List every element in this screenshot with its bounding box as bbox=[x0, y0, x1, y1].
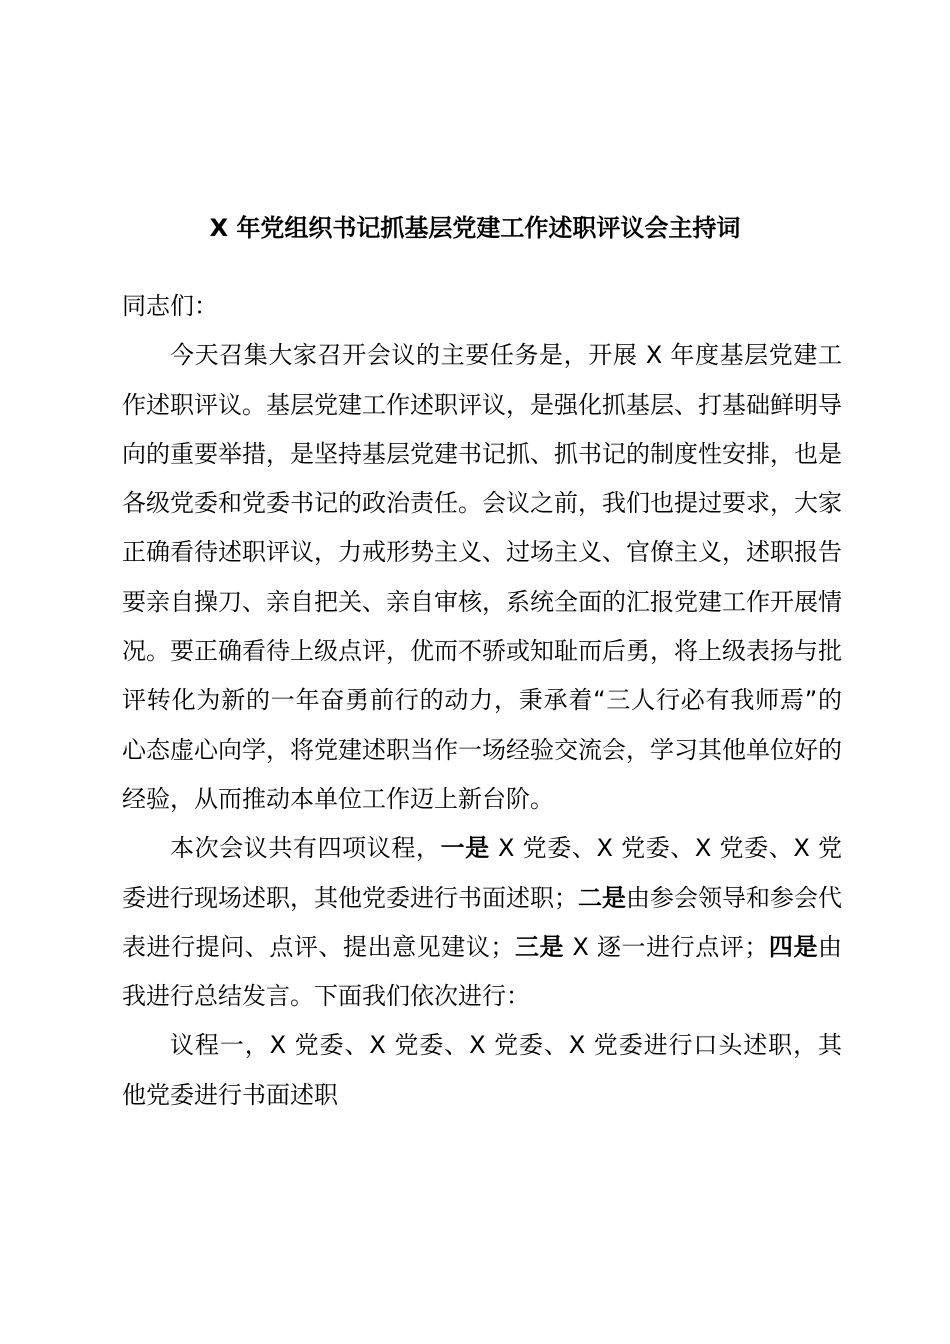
paragraph-agenda bbox=[122, 824, 842, 1021]
agenda-item-1-text: X 党委、X 党委、X 党委、X 党委进行现场述职，其他党委进行书面述职； bbox=[122, 834, 843, 912]
document-title: X 年党组织书记抓基层党建工作述职评议会主持词 bbox=[209, 214, 741, 242]
agenda-item-3-text: X 逐一进行点评； bbox=[564, 932, 769, 961]
agenda-item-1-label: 一是 bbox=[440, 834, 490, 863]
paragraph-meeting-purpose: 今天召集大家召开会议的主要任务是，开展 X 年度基层党建工作述职评议。基层党建工作述职评议，是强化抓基层、打基础鲜明导向的重要举措，是坚持基层党建书记抓、抓书记的制度性安排，也是各级党委和党委书记的政治责任。会议之前，我们也提过要求，大家正确看待述职评议，力戒形势主义、过场主义、官僚主义，述职报告要亲自操刀、亲自把关、亲自审核，系统全面的汇报党建工作开展情况。要正确看待上级点评，优而不骄或知耻而后勇，将上级表扬与批评转化为新的一年奋勇前行的动力，秉承着“三人行必有我师焉”的心态虚心向学，将党建述职当作一场经验交流会，学习其他单位好的经验，从而推动本单位工作迈上新台阶。 bbox=[122, 341, 842, 813]
agenda-intro: 本次会议共有四项议程， bbox=[170, 834, 441, 863]
agenda-item-4-text: 由我进行总结发言。下面我们依次进行： bbox=[122, 932, 843, 1011]
salutation: 同志们： bbox=[122, 292, 218, 320]
agenda-item-2-text: 由参会领导和参会代表进行提问、点评、提出意见建议； bbox=[122, 883, 842, 961]
agenda-item-3-label: 三是 bbox=[514, 932, 565, 961]
document-body bbox=[122, 282, 842, 1120]
paragraph-agenda-one: 议程一，X 党委、X 党委、X 党委、X 党委进行口头述职，其他党委进行书面述职 bbox=[122, 1031, 842, 1109]
agenda-item-4-label: 四是 bbox=[768, 932, 819, 961]
agenda-item-2-label: 二是 bbox=[578, 883, 626, 912]
